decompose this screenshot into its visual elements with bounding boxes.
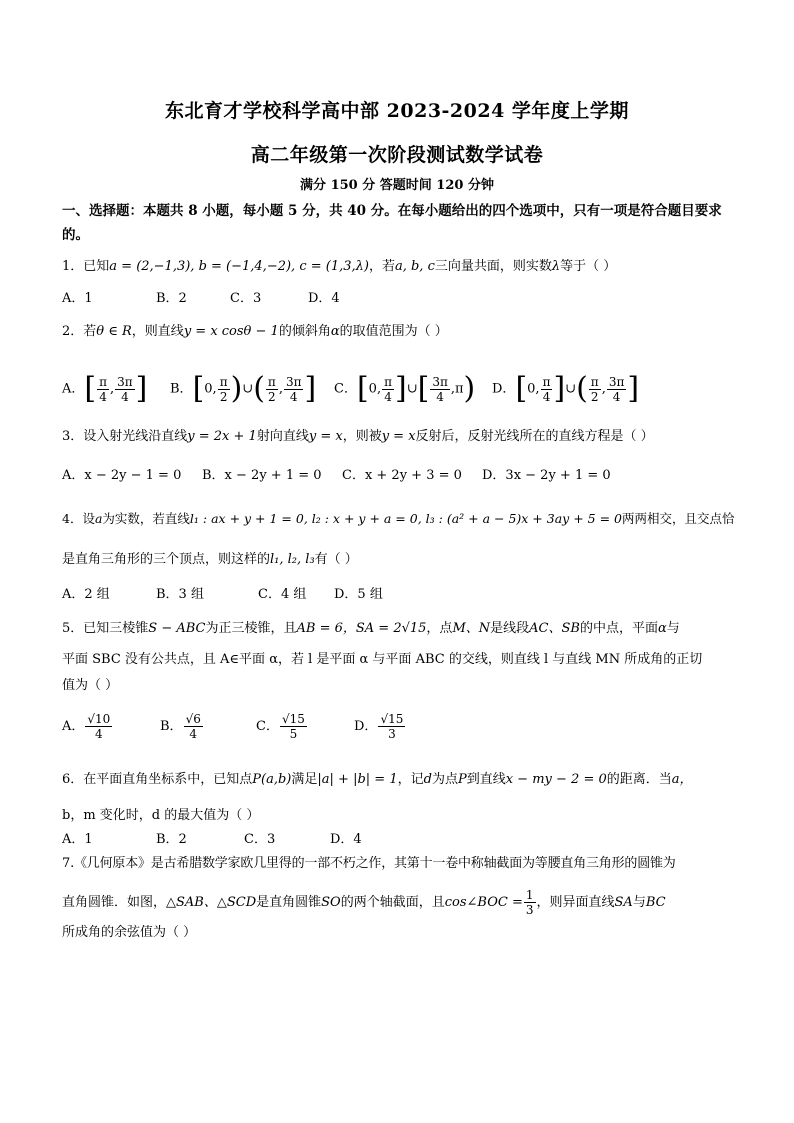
q6-h: P: [457, 772, 467, 787]
q4-line2-a: 是直角三角形的三个顶点，则这样的: [62, 552, 271, 567]
q3-d: 反射后，反射光线所在的直线方程是（ ）: [415, 429, 654, 444]
q3-eq1: y = 2x + 1: [187, 429, 257, 444]
q7-g: ，则异面直线: [536, 895, 615, 910]
q3-c: ，则被: [342, 429, 382, 444]
q5-j: α: [657, 621, 667, 636]
q1-option-b: B．2: [156, 291, 187, 306]
q6-k: 的距离．当: [606, 772, 672, 787]
q5-g: 是线段: [490, 621, 530, 636]
q6-option-a: A．1: [62, 832, 93, 847]
question-5-line2: 平面 SBC 没有公共点，且 A∈平面 α，若 l 是平面 α 与平面 ABC 的交线，则直线 l 与直线 MN 所成角的正切: [62, 652, 703, 667]
q4-e: 两两相交，且交点恰: [621, 511, 735, 526]
q1-lambda: λ: [551, 259, 561, 274]
q2-option-a-label: A．: [62, 381, 85, 397]
q2-option-d: D．[0, $\frac{\pi}{4}$ ]∪( $\frac{\pi}{2}$ , $\frac{3\pi}{4}$ ]: [492, 371, 640, 406]
q4-line2-b: l₁, l₂, l₃: [270, 552, 315, 567]
q6-d: |a| + |b| = 1: [317, 772, 398, 787]
question-1: [62, 258, 742, 276]
q7-f: cos∠BOC =: [444, 895, 523, 910]
q4-option-d: D．5 组: [334, 587, 383, 602]
q6-option-c: C．3: [244, 832, 276, 847]
q5-f: M、N: [452, 621, 491, 636]
q5-option-b-num: √6: [185, 712, 201, 726]
q6-option-b: B．2: [156, 832, 187, 847]
q5-option-d-num: √15: [380, 712, 404, 726]
q2-mid: ，则直线: [131, 324, 184, 339]
q5-option-c: [256, 712, 308, 741]
q6-e: ，记: [397, 772, 424, 787]
q5-option-d: [354, 712, 406, 741]
q7-i: 与: [632, 895, 646, 910]
q5-d: AB = 6，SA = 2√15: [296, 621, 427, 636]
q5-option-b-label: B．: [160, 719, 183, 734]
q5-option-a: [62, 712, 113, 741]
q2-equation: y = x cosθ − 1: [183, 324, 279, 339]
question-7: 7.《几何原本》是古希腊数学家欧几里得的一部不朽之作，其第十一卷中称轴截面为等腰直角三角形的圆锥为: [62, 856, 676, 871]
question-4-line2: [62, 551, 742, 569]
question-3: [62, 428, 742, 446]
q1-vectors: a = (2,−1,3), b = (−1,4,−2), c = (1,3,λ): [109, 259, 369, 274]
question-2: [62, 323, 742, 341]
q6-i: 到直线: [466, 772, 506, 787]
q3-option-b: B．x − 2y + 1 = 0: [202, 468, 322, 483]
q3-option-a: A．x − 2y − 1 = 0: [62, 468, 182, 483]
q2-alpha: α: [330, 324, 340, 339]
q1-stem-c: ，若: [368, 259, 395, 274]
q7-e: 的两个轴截面，且: [340, 895, 445, 910]
q4-a: 4．设: [62, 511, 95, 526]
q5-h: AC、SB: [529, 621, 580, 636]
q7-h: SA: [614, 895, 633, 910]
q6-j: x − my − 2 = 0: [505, 772, 607, 787]
q7-c: 是直角圆锥: [256, 895, 322, 910]
exam-title-line2: 高二年级第一次阶段测试数学试卷: [250, 144, 544, 166]
q5-option-d-den: 3: [388, 727, 396, 741]
q2-option-b-label: B．: [170, 381, 193, 397]
q2-end: 的取值范围为（ ）: [339, 324, 448, 339]
q3-option-c: C．x + 2y + 3 = 0: [342, 468, 462, 483]
q4-var-a: a: [94, 511, 103, 526]
q4-line2-c: 有（ ）: [314, 552, 358, 567]
q7-d: SO: [321, 895, 341, 910]
q5-option-c-label: C．: [256, 719, 279, 734]
q6-l: a，: [671, 772, 693, 787]
q2-option-a: A．[ $\frac{\pi}{4}$ , $\frac{3\pi}{4}$ ]: [62, 371, 148, 406]
q4-c: 为实数，若直线: [102, 511, 190, 526]
q6-c: 满足: [291, 772, 318, 787]
question-6-line2: b，m 变化时，d 的最大值为（ ）: [62, 808, 260, 823]
q3-a: 3．设入射光线沿直线: [62, 429, 188, 444]
question-7-line2: [62, 888, 742, 917]
q2-option-d-label: D．: [492, 381, 516, 397]
q1-option-c: C．3: [230, 291, 262, 306]
question-4: [62, 510, 742, 528]
q5-option-a-den: 4: [95, 727, 103, 741]
exam-title-line1: 东北育才学校科学高中部 2023-2024 学年度上学期: [165, 100, 629, 122]
q1-stem-a: 1．已知: [62, 259, 110, 274]
q2-options: [62, 364, 742, 404]
q5-option-c-num: √15: [281, 712, 305, 726]
q6-g: 为点: [431, 772, 458, 787]
q5-option-d-label: D．: [354, 719, 378, 734]
exam-subtitle: 满分 150 分 答题时间 120 分钟: [300, 178, 494, 193]
q6-b: P(a,b): [252, 772, 292, 787]
q7-b: △SAB、△SCD: [166, 895, 257, 910]
question-7-line3: 所成角的余弦值为（ ）: [62, 925, 197, 940]
question-5: [62, 620, 742, 638]
q3-b: 射向直线: [256, 429, 309, 444]
q2-stem: 2．若: [62, 324, 97, 339]
q4-option-c: C．4 组: [258, 587, 307, 602]
q7-frac-den: 3: [525, 903, 534, 917]
q5-i: 的中点，平面: [579, 621, 658, 636]
q5-option-c-den: 5: [289, 727, 298, 741]
q5-b: S − ABC: [148, 621, 206, 636]
q5-a: 5．已知三棱锥: [62, 621, 149, 636]
q1-stem-e: 三向量共面，则实数: [434, 259, 552, 274]
q7-a: 直角圆锥．如图，: [62, 895, 167, 910]
q7-frac-num: 1: [525, 888, 534, 902]
q5-option-a-num: √10: [87, 712, 111, 726]
q1-option-a: A．1: [62, 291, 93, 306]
q5-e: ，点: [426, 621, 453, 636]
q2-option-b: B．[0, $\frac{\pi}{2}$ )∪( $\frac{\pi}{2}$ , $\frac{3\pi}{4}$ ]: [170, 371, 317, 406]
q4-option-a: A．2 组: [62, 587, 110, 602]
q5-options: [62, 712, 742, 752]
q6-f: d: [423, 772, 432, 787]
q5-c: 为正三棱锥，且: [205, 621, 297, 636]
section-heading: 一、选择题：本题共 8 小题，每小题 5 分，共 40 分。在每小题给出的四个选项中，只有一项是符合题目要求的。: [62, 203, 722, 243]
q5-option-b-den: 4: [189, 727, 198, 741]
q3-eq2: y = x: [308, 429, 343, 444]
q6-a: 6．在平面直角坐标系中，已知点: [62, 772, 253, 787]
q1-vector-names: a, b, c: [394, 259, 435, 274]
q7-j: BC: [645, 895, 666, 910]
q4-lines: l₁ : ax + y + 1 = 0, l₂ : x + y + a = 0, l₃ : (a² + a − 5)x + 3ay + 5 = 0: [189, 511, 622, 526]
q1-stem-g: 等于（ ）: [560, 259, 617, 274]
q1-option-d: D．4: [308, 291, 340, 306]
q2-condition: θ ∈ R: [96, 324, 132, 339]
q5-option-b: [160, 712, 204, 741]
q6-option-d: D．4: [330, 832, 362, 847]
q5-option-a-label: A．: [62, 719, 85, 734]
q3-option-d: D．3x − 2y + 1 = 0: [482, 468, 611, 483]
q2-tail: 的倾斜角: [278, 324, 331, 339]
q2-option-c-label: C．: [334, 381, 357, 397]
q3-eq3: y = x: [381, 429, 416, 444]
question-6: [62, 771, 742, 789]
question-5-line3: 值为（ ）: [62, 678, 119, 693]
q4-option-b: B．3 组: [156, 587, 204, 602]
q5-k: 与: [666, 621, 680, 636]
q2-option-c: C．[0, $\frac{\pi}{4}$ ]∪[ $\frac{3\pi}{4}$ ,π): [334, 371, 476, 406]
